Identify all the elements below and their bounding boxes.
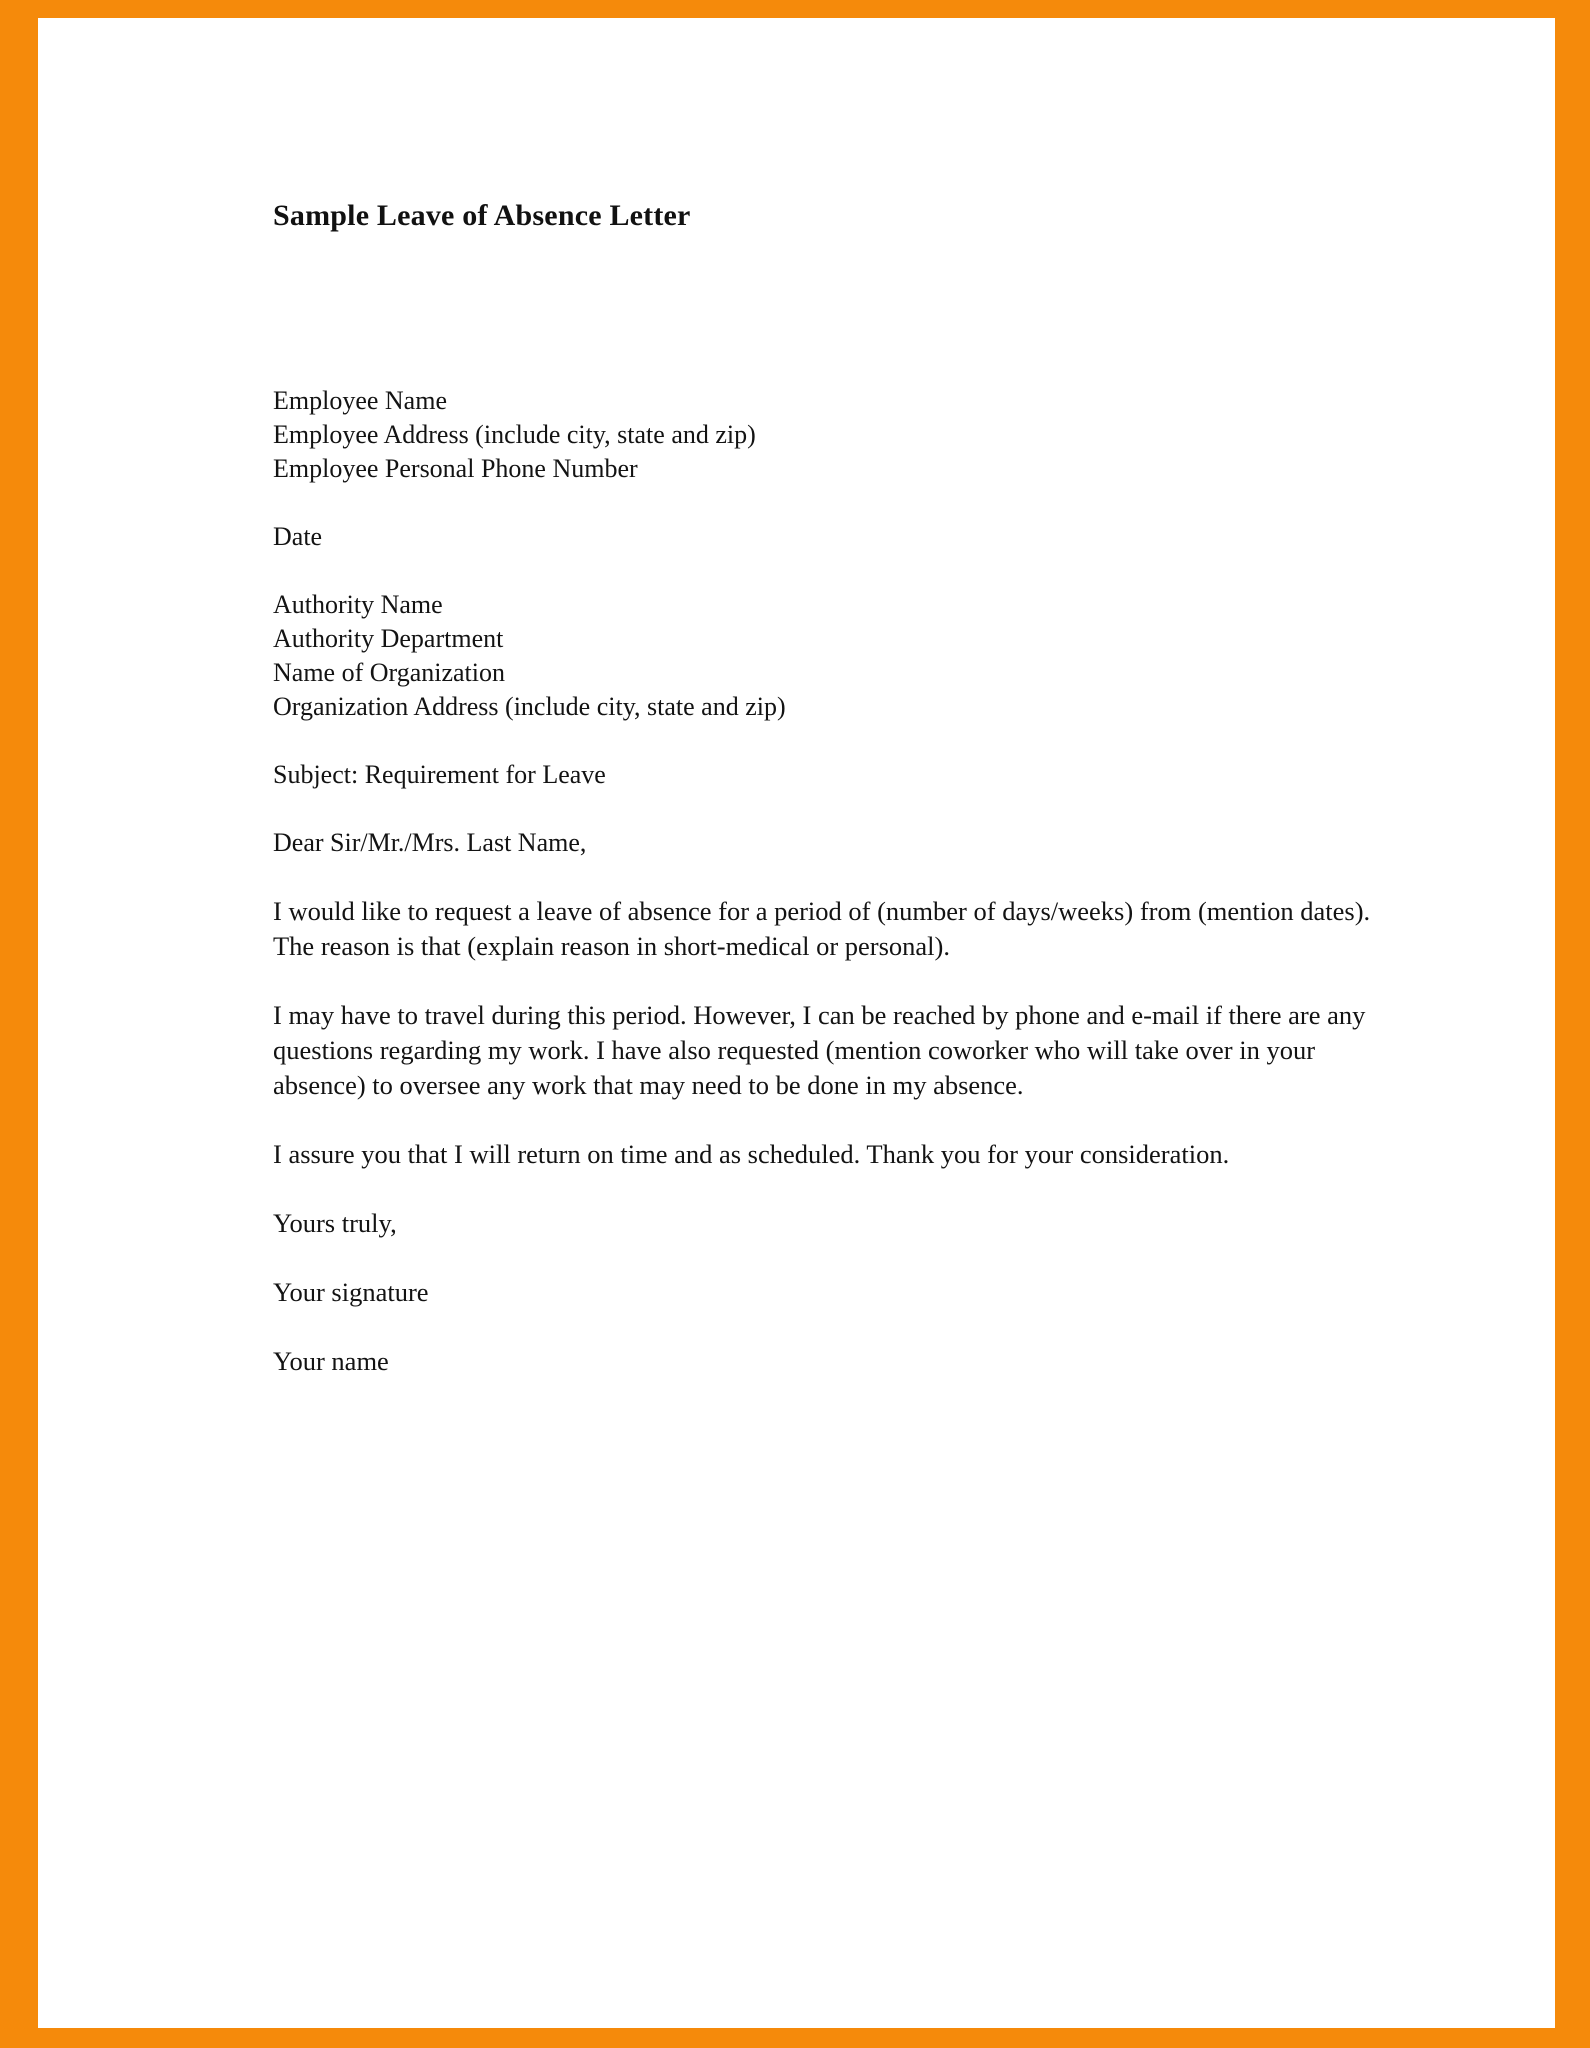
sender-address: Employee Address (include city, state and zip) [273,420,756,449]
salutation-line [273,826,1373,860]
subject-text: Subject: Requirement for Leave [273,760,606,789]
signer-name: Your name [273,1346,389,1376]
sender-phone: Employee Personal Phone Number [273,454,638,483]
recipient-name: Authority Name [273,590,443,619]
recipient-address: Organization Address (include city, state and zip) [273,692,786,721]
letter-body [273,198,1373,1379]
document-page [38,18,1555,2028]
page-title: Sample Leave of Absence Letter [273,199,691,232]
date-line: Date [273,522,323,551]
signature-line: Your signature [273,1277,429,1307]
recipient-organization: Name of Organization [273,658,505,687]
body-paragraph-3: I assure you that I will return on time and as scheduled. Thank you for your consideration. [273,1139,1230,1169]
subject-line [273,758,1373,792]
body-paragraph-1: I would like to request a leave of absence for a period of (number of days/weeks) from (mention dates). The reason is that (explain reason in short-medical or personal). [273,896,1371,961]
sender-name: Employee Name [273,386,447,415]
sender-address-block [273,384,1373,486]
recipient-department: Authority Department [273,624,504,653]
date-block [273,520,1373,554]
recipient-address-block [273,588,1373,724]
valediction: Yours truly, [273,1208,397,1238]
title-spacer [273,234,1373,384]
salutation-text: Dear Sir/Mr./Mrs. Last Name, [273,828,587,857]
body-paragraph-2: I may have to travel during this period. However, I can be reached by phone and e-mail if there are any questions regarding my work. I have also requested (mention coworker who will take over in your absence) to oversee any work that may need to be done in my absence. [273,1000,1366,1100]
